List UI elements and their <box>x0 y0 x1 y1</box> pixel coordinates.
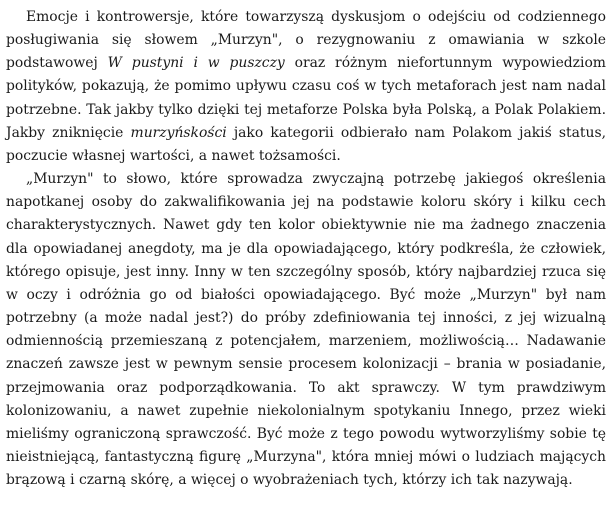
paragraph-1-text: jako kategorii odbierało nam Polakom jakiś status, poczucie własnej wartości, a nawet tożsamości. <box>6 124 606 164</box>
term-italic: murzyńskości <box>130 124 227 141</box>
book-title-italic: W pustyni i w puszczy <box>107 55 285 72</box>
paragraph-1-text: Emocje i kontrowersje, które towarzyszą dyskusjom o odejściu od codziennego posługiwania się słowem „Murzyn", o rezygnowaniu z omawiania w szkole podstawowej <box>6 9 606 72</box>
paragraph-2 <box>6 168 606 492</box>
paragraph-1 <box>6 6 606 168</box>
document-body <box>6 6 606 492</box>
paragraph-2-text: „Murzyn" to słowo, które sprowadza zwyczajną potrzebę jakiegoś określenia napotkanej osoby do zakwalifikowania jej na podstawie koloru skóry i kilku cech charakterystycznych. Nawet gdy ten kolor obiektywnie nie ma żadnego znaczenia dla opowiadanej anegdoty, ma je dla opowiadającego, który podkreśla, że człowiek, którego opisuje, jest inny. Inny w ten szczególny sposób, który najbardziej rzuca się w oczy i odróżnia go od białości opowiadającego. Być może „Murzyn" był nam potrzebny (a może nadal jest?) do próby zdefiniowania tej inności, z jej wizualną odmiennością przemieszaną z potencjałem, marzeniem, możliwością… Nadawanie znaczeń zawsze jest w pewnym sensie procesem kolonizacji – brania w posiadanie, przejmowania oraz podporządkowania. To akt sprawczy. W tym prawdziwym kolonizowaniu, a nawet zupełnie niekolonialnym spotykaniu Innego, przez wieki mieliśmy ograniczoną sprawczość. Być może z tego powodu wytworzyliśmy sobie tę nieistniejącą, fantastyczną figurę „Murzyna", która mniej mówi o ludziach mających brązową i czarną skórę, a więcej o wyobrażeniach tych, którzy ich tak nazywają. <box>6 171 606 489</box>
paragraph-1-text: oraz różnym niefortunnym wypowiedziom polityków, pokazują, że pomimo upływu czasu coś w tych metaforach jest nam nadal potrzebne. Tak jakby tylko dzięki tej metaforze Polska była Polską, a Polak Polakiem. Jakby zniknięcie <box>6 55 606 141</box>
